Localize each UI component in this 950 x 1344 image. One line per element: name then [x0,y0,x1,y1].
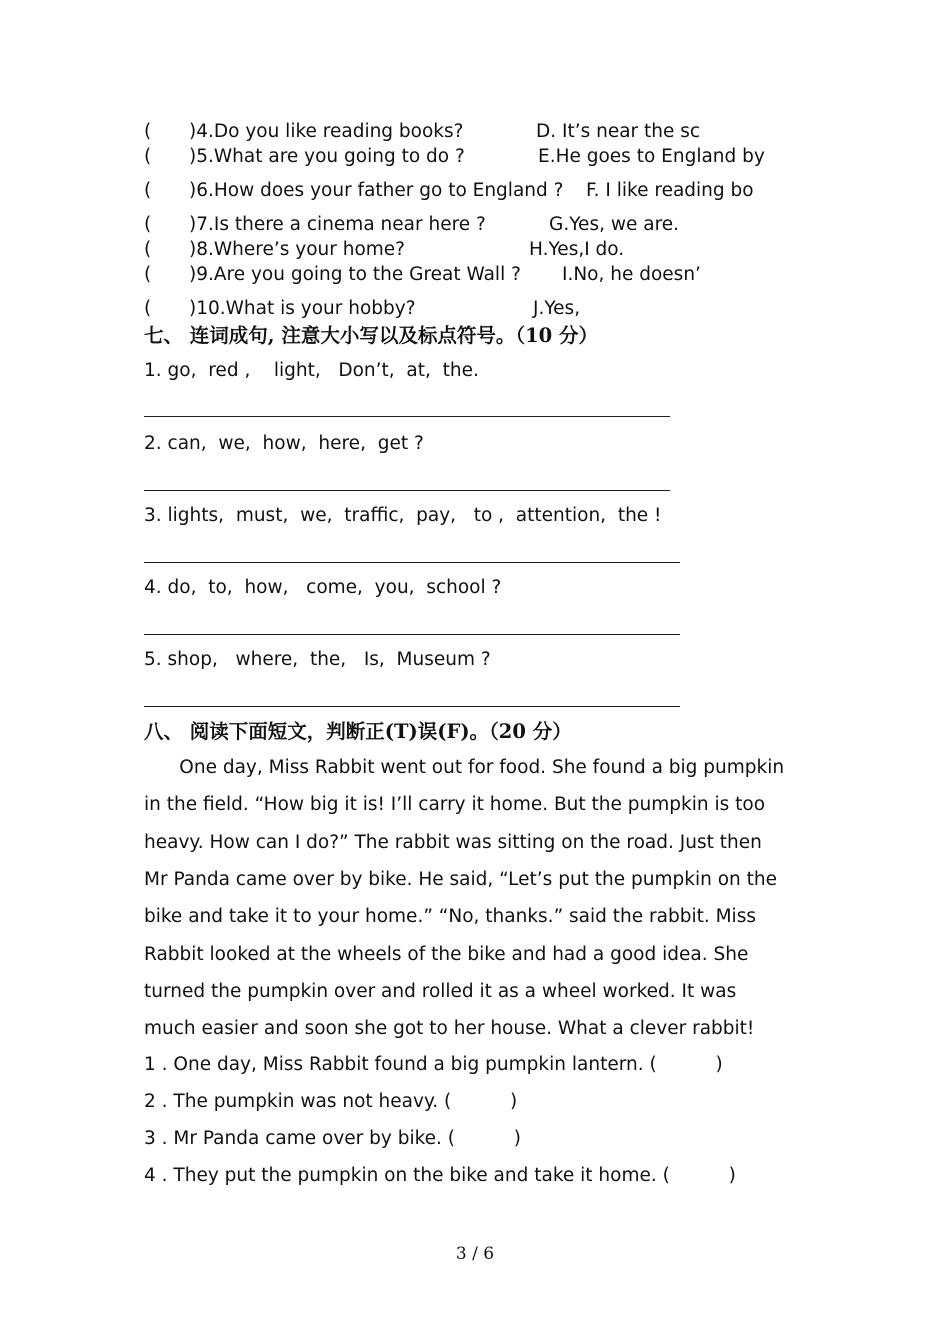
word-order-item: 1. go, red , light, Don’t, at, the. [144,360,479,381]
question-text: )8.Where’s your home? [189,239,405,260]
answer-paren: ( [144,239,152,260]
option-text: J.Yes, [533,298,581,319]
question-text: )10.What is your hobby? [189,298,416,319]
answer-paren: ( [144,214,152,235]
answer-paren: ( [144,298,152,319]
question-text: )6.How does your father go to England ? [189,180,564,201]
passage-line: bike and take it to your home.” “No, thanks.” said the rabbit. Miss [144,906,756,927]
passage-line: One day, Miss Rabbit went out for food. She found a big pumpkin [144,757,785,778]
answer-paren: ( [144,121,152,142]
answer-line[interactable] [144,416,670,417]
answer-line[interactable] [144,706,680,707]
question-text: )5.What are you going to do ? [189,146,465,167]
answer-line[interactable] [144,634,680,635]
answer-line[interactable] [144,490,670,491]
word-order-item: 4. do, to, how, come, you, school ? [144,577,502,598]
passage-line: Rabbit looked at the wheels of the bike and had a good idea. She [144,944,749,965]
section-heading: 八、 阅读下面短文，判断正(T)误(F)。（20 分） [144,720,572,743]
tf-question[interactable]: 1 . One day, Miss Rabbit found a big pumpkin lantern. ( ) [144,1054,723,1075]
answer-paren: ( [144,146,152,167]
question-text: )7.Is there a cinema near here ? [189,214,486,235]
answer-line[interactable] [144,562,680,563]
section-heading: 七、 连词成句, 注意大小写以及标点符号。（10 分） [144,324,599,347]
answer-paren: ( [144,180,152,201]
tf-question[interactable]: 2 . The pumpkin was not heavy. ( ) [144,1091,518,1112]
page-number: 3 / 6 [455,1244,495,1264]
option-text: G.Yes, we are. [549,214,680,235]
passage-line: turned the pumpkin over and rolled it as a wheel worked. It was [144,981,737,1002]
option-text: I.No, he doesn’ [562,264,701,285]
question-text: )9.Are you going to the Great Wall ? [189,264,521,285]
passage-line: Mr Panda came over by bike. He said, “Let’s put the pumpkin on the [144,869,778,890]
question-text: )4.Do you like reading books? [189,121,464,142]
option-text: H.Yes,I do. [529,239,625,260]
word-order-item: 5. shop, where, the, Is, Museum ? [144,649,491,670]
passage-line: in the field. “How big it is! I’ll carry it home. But the pumpkin is too [144,794,766,815]
passage-line: heavy. How can I do?” The rabbit was sitting on the road. Just then [144,832,762,853]
tf-question[interactable]: 4 . They put the pumpkin on the bike and take it home. ( ) [144,1165,736,1186]
option-text: F. I like reading bo [586,180,754,201]
passage-line: much easier and soon she got to her house. What a clever rabbit! [144,1018,755,1039]
word-order-item: 2. can, we, how, here, get ? [144,433,424,454]
option-text: E.He goes to England by [538,146,765,167]
option-text: D. It’s near the sc [536,121,701,142]
tf-question[interactable]: 3 . Mr Panda came over by bike. ( ) [144,1128,522,1149]
word-order-item: 3. lights, must, we, traffic, pay, to , attention, the ! [144,505,662,526]
answer-paren: ( [144,264,152,285]
